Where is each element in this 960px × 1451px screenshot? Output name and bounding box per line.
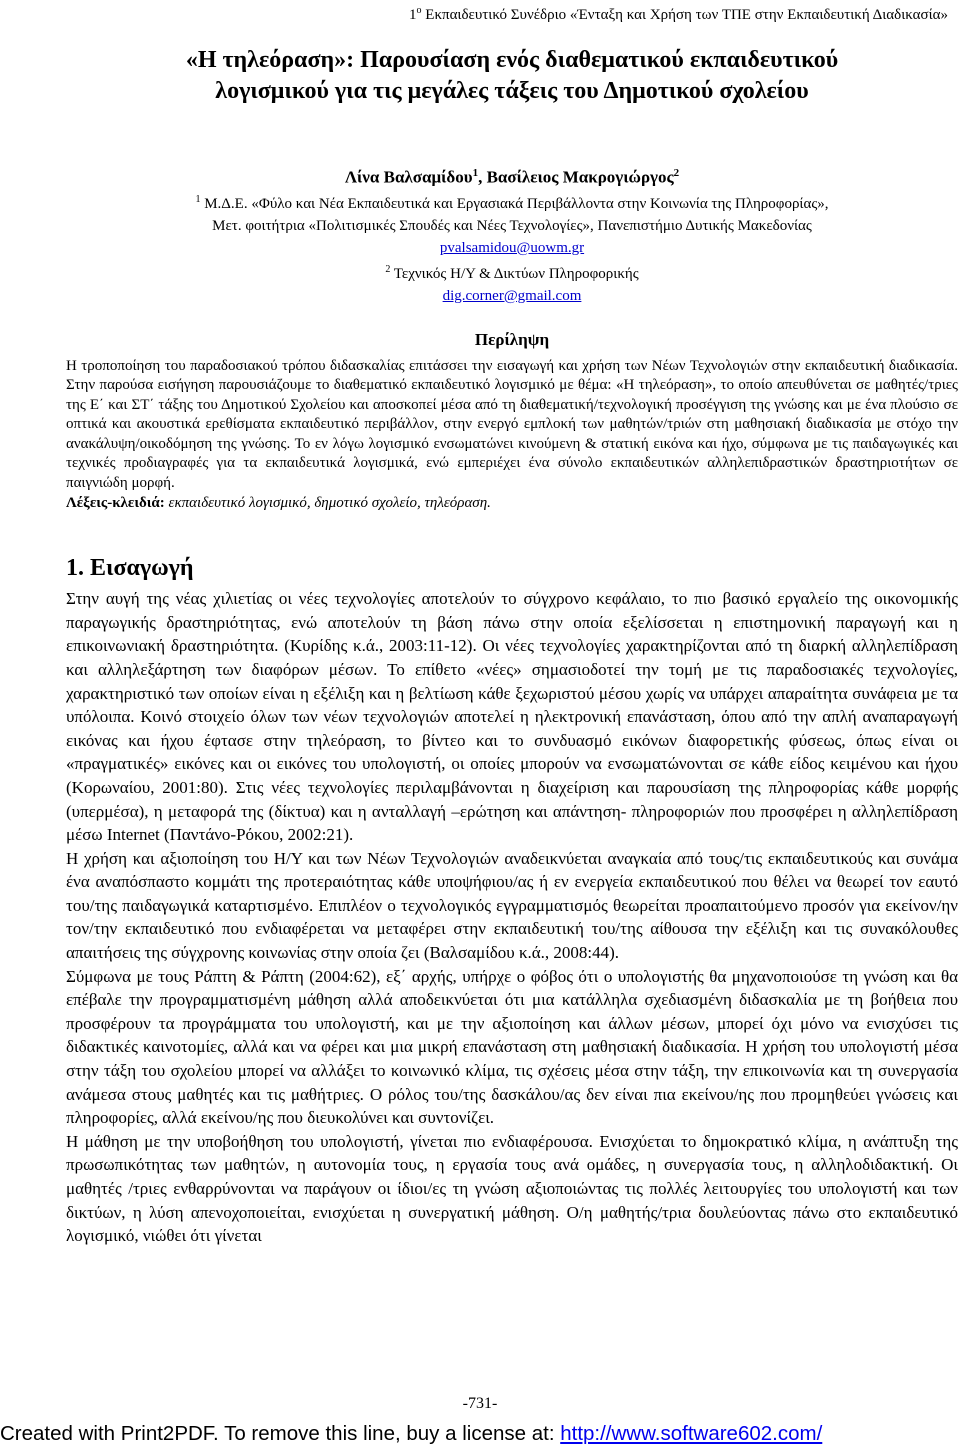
keywords-label: Λέξεις-κλειδιά: bbox=[66, 495, 165, 512]
paragraph: Η χρήση και αξιοποίηση του Η/Υ και των Νέων Τεχνολογιών αναδεικνύεται αναγκαία από τους/τις εκπαιδευτικούς και συνάμα ένα αναπόσπαστο κομμάτι της προτεραιότητας κάθε υποψήφιου/ας ή εν ενεργεία εκπαιδευτικού που θέλει να θεωρεί τον εαυτό του/της παιδαγωγικά καταρτισμένο. Επιπλέον ο τεχνολογικός εγγραμματισμός θεωρείται προαπαιτούμενο προσόν για εκείνον/ην τον/την εκπαιδευτικό που ενδιαφέρεται να μεταφέρει στην εκπαιδευτική του/της αίθουσα την εξέλιξη και τις συνακόλουθες απαιτήσεις της σύγχρονης κοινωνίας στην οποία ζει (Βαλσαμίδου κ.ά., 2008:44). bbox=[66, 848, 958, 963]
author-2-affiliation-mark: 2 bbox=[673, 167, 680, 179]
abstract-heading: Περίληψη bbox=[474, 329, 550, 349]
page-number: -731- bbox=[462, 1395, 498, 1412]
paper-title-line-1: «Η τηλεόραση»: Παρουσίαση ενός διαθεματικού εκπαιδευτικού bbox=[185, 47, 839, 73]
affiliation-1 bbox=[66, 189, 958, 259]
conference-header bbox=[66, 0, 948, 27]
paper-title-line-2: λογισμικού για τις μεγάλες τάξεις του Δημοτικού σχολείου bbox=[215, 78, 809, 104]
footer-license-link[interactable]: http://www.software602.com/ bbox=[560, 1422, 823, 1445]
author-separator: , bbox=[478, 167, 487, 187]
paper-title bbox=[66, 45, 958, 107]
affiliation-2-mark: 2 bbox=[385, 263, 391, 275]
keywords-line bbox=[66, 493, 958, 513]
affiliation-1-mark: 1 bbox=[195, 193, 201, 205]
paragraph: Στην αυγή της νέας χιλιετίας οι νέες τεχνολογίες αποτελούν το σύγχρονο κεφάλαιο, το πιο βασικό εργαλείο της οικονομικής παραγωγικής δραστηριότητας, ενώ αποτελούν τη βάση πάνω στην οποία εξελίσσεται η επιστημονική παραγωγή και η επικοινωνιακή δραστηριότητα. (Κυρίδης κ.ά., 2003:11-12). Οι νέες τεχνολογίες χαρακτηρίζονται από τη διαρκή αλληλεπίδραση και αλληλεξάρτηση των διαφόρων μέσων. Το επίθετο «νέες» σημασιοδοτεί την τομή με τις παραδοσιακές τεχνολογίες, χαρακτηριστικό των οποίων είναι η εξέλιξη και η βελτίωση κάθε ξεχωριστού μέσου χωρίς να υπάρχει απαραίτητα συνάφεια με τα υπόλοιπα. Κοινό στοιχείο όλων των νέων τεχνολογιών αποτελεί η ηλεκτρονική επανάσταση, όπου από την απλή αναπαραγωγή εικόνας και ήχου έφτασε στην τηλεόραση, το βίντεο και το συνδυασμό εικόνων διαφορετικής φύσεως, όπως είναι οι «πραγματικές» εικόνες και οι εικόνες του υπολογιστή, οι οποίες μπορούν να ενσωματώνονται σε κάθε είδος κειμένου και ήχου (Κορωναίου, 2001:80). Στις νέες τεχνολογίες περιλαμβάνονται η διαχείριση και παρουσίαση της πληροφορίας κάθε μορφής (υπερμέσα), η μεταφορά της (δίκτυα) και η ανταλλαγή –ερώτηση και απάντηση- πληροφοριών που προσφέρει η αλληλεπίδραση μέσω Internet (Παντάνο-Ρόκου, 2002:21). bbox=[66, 589, 958, 845]
abstract-text: Η τροποποίηση του παραδοσιακού τρόπου διδασκαλίας επιτάσσει την εισαγωγή και χρήση των Νέων Τεχνολογιών στην εκπαιδευτική διαδικασία. Στην παρούσα εισήγηση παρουσιάζουμε το διαθεματικό εκπαιδευτικό λογισμικό με θέμα: «Η τηλεόραση», το οποίο απευθύνεται σε μαθητές/τριες της Ε΄ και ΣΤ΄ τάξης του Δημοτικού Σχολείου και αποσκοπεί μέσα από τη διαθεματική/τεχνολογική προσέγγιση της γνώσης και με ένα πλούσιο σε οπτικά και ακουστικά ερεθίσματα εκπαιδευτικό περιβάλλον, στην ενεργό εμπλοκή των μαθητών/τριών στη μαθησιακή διαδικασία με στόχο την ανακάλυψη/οικοδόμηση της γνώσης. Το εν λόγω λογισμικό ενσωματώνει κινούμενη & στατική εικόνα και ήχο, σύμφωνα με τις παιδαγωγικές και τεχνικές προδιαγραφές για τα εκπαιδευτικά λογισμικά, ενώ εμπεριέχει ένα σύνολο εκπαιδευτικών αλληλεπιδραστικών δραστηριοτήτων σε παιγνιώδη μορφή. bbox=[66, 357, 958, 491]
author-2-email-link[interactable]: dig.corner@gmail.com bbox=[442, 287, 582, 304]
print2pdf-footer bbox=[0, 1422, 960, 1451]
keywords-list: εκπαιδευτικό λογισμικό, δημοτικό σχολείο, τηλεόραση. bbox=[164, 495, 491, 512]
section-body bbox=[66, 587, 958, 1248]
author-1: Λίνα Βαλσαμίδου bbox=[344, 167, 473, 187]
document-page bbox=[66, 0, 958, 1248]
affiliation-2 bbox=[66, 259, 958, 307]
section-title-introduction: 1. Εισαγωγή bbox=[66, 555, 194, 582]
footer-text: Created with Print2PDF. To remove this line, buy a license at: bbox=[0, 1422, 561, 1445]
conference-number-sup: ο bbox=[416, 5, 422, 16]
author-1-affiliation-mark: 1 bbox=[472, 167, 479, 179]
conference-title: Εκπαιδευτικό Συνέδριο «Ένταξη και Χρήση των ΤΠΕ στην Εκπαιδευτική Διαδικασία» bbox=[425, 7, 948, 23]
conference-number: 1 bbox=[409, 7, 417, 23]
paragraph: Σύμφωνα με τους Ράπτη & Ράπτη (2004:62), εξ΄ αρχής, υπήρχε ο φόβος ότι ο υπολογιστής θα μηχανοποιούσε τη γνώση και θα επέβαλε την προγραμματισμένη μάθηση αλλά αποδεικνύεται ότι μια κατάλληλα σχεδιασμένη διδασκαλία με τη βοήθεια που προσφέρουν τα προγράμματα του υπολογιστή, και με την αξιοποίηση και άλλων μέσων, μπορεί όχι μόνο να ενισχύσει τις διδακτικές καινοτομίες, αλλά και να φέρει και μια μικρή επανάσταση στη μαθησιακή διαδικασία. Η χρήση του υπολογιστή μέσα στην τάξη του σχολείου μπορεί να αλλάξει το κοινωνικό κλίμα, τις σχέσεις μέσα στην τάξη, την επικοινωνία και τη συνεργασία ανάμεσα στους μαθητές και τις μαθήτριες. Ο ρόλος του/της δασκάλου/ας δεν είναι πια εκείνου/ης που προμηθεύει γνώσεις και πληροφορίες, αλλά εκείνου/ης που διευκολύνει και συντονίζει. bbox=[66, 966, 958, 1128]
affiliation-1-line-1: Μ.Δ.Ε. «Φύλο και Νέα Εκπαιδευτικά και Εργασιακά Περιβάλλοντα στην Κοινωνία της Πληροφορίας», bbox=[204, 195, 829, 212]
paragraph: Η μάθηση με την υποβοήθηση του υπολογιστή, γίνεται πιο ενδιαφέρουσα. Ενισχύεται το δημοκρατικό κλίμα, η ανάπτυξη της πρωσωπικότητας των μαθητών, η αυτονομία τους, η εργασία τους ανά ομάδες, η συνεργασία τους, η αλληλοδιδακτική. Οι μαθητές /τριες ενθαρρύνονται να παράγουν οι ίδιοι/ες τη γνώση αξιοποιώντας τις πολλές λειτουργίες του υπολογιστή και των δικτύων, η λύση απενοχοποιείται, ενισχύεται η συνεργατική μάθηση. Ο/η μαθητής/τρια δουλεύοντας πάνω στο εκπαιδευτικό λογισμικό, νιώθει ότι γίνεται bbox=[66, 1131, 958, 1246]
author-1-email-link[interactable]: pvalsamidou@uowm.gr bbox=[439, 239, 585, 256]
author-2: Βασίλειος Μακρογιώργος bbox=[486, 167, 674, 187]
affiliation-1-line-2: Μετ. φοιτήτρια «Πολιτισμικές Σπουδές και Νέες Τεχνολογίες», Πανεπιστήμιο Δυτικής Μακεδονίας bbox=[212, 217, 812, 234]
author-list bbox=[66, 162, 958, 189]
affiliation-2-line: Τεχνικός Η/Υ & Δικτύων Πληροφορικής bbox=[393, 265, 639, 282]
